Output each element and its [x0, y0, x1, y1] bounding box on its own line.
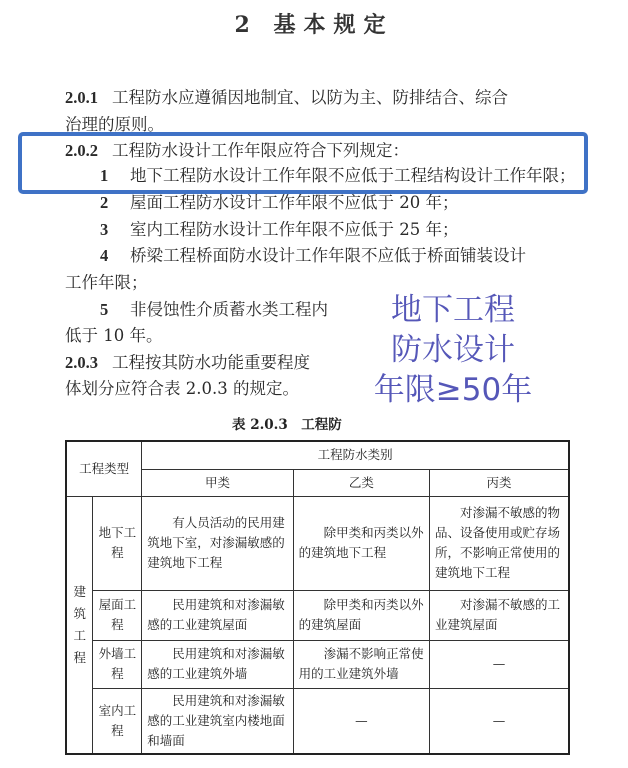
item-5-cont: 低于 10 年。: [65, 326, 163, 345]
section-title: 2 基本规定: [234, 12, 394, 38]
cell-a: 民用建筑和对渗漏敏感的工业建筑外墙: [142, 640, 293, 688]
item-5: 5 非侵蚀性介质蓄水类工程内: [100, 300, 328, 319]
group-label: 建筑工程: [66, 496, 93, 754]
cell-b: 除甲类和丙类以外的建筑屋面: [293, 590, 429, 640]
overlay-line-3: 年限≥50年: [373, 372, 533, 408]
waterproof-category-table: [65, 440, 570, 755]
header-category: 工程防水类别: [142, 441, 569, 469]
cell-c: 对渗漏不敏感的物品、设备使用或贮存场所，不影响正常使用的建筑地下工程: [430, 496, 569, 590]
row-name: 地下工程: [93, 496, 142, 590]
header-class-a: 甲类: [142, 469, 293, 496]
cell-c: —: [430, 640, 569, 688]
cell-a: 有人员活动的民用建筑地下室，对渗漏敏感的建筑地下工程: [142, 496, 293, 590]
cell-a: 民用建筑和对渗漏敏感的工业建筑室内楼地面和墙面: [142, 688, 293, 754]
cell-b: 除甲类和丙类以外的建筑地下工程: [293, 496, 429, 590]
header-class-c: 丙类: [430, 469, 569, 496]
cell-c: 对渗漏不敏感的工业建筑屋面: [430, 590, 569, 640]
clause-2-0-2: 2.0.2 工程防水设计工作年限应符合下列规定：: [65, 141, 409, 160]
cell-b: 渗漏不影响正常使用的工业建筑外墙: [293, 640, 429, 688]
overlay-line-2: 防水设计: [391, 332, 515, 368]
item-2: 2 屋面工程防水设计工作年限不应低于 20 年；: [100, 193, 459, 212]
item-1: 1 地下工程防水设计工作年限不应低于工程结构设计工作年限；: [100, 166, 576, 185]
item-4: 4 桥梁工程桥面防水设计工作年限不应低于桥面铺装设计: [100, 246, 526, 265]
clause-2-0-1-cont: 治理的原则。: [65, 115, 164, 134]
cell-c: —: [430, 688, 569, 754]
item-3: 3 室内工程防水设计工作年限不应低于 25 年；: [100, 220, 459, 239]
row-name: 室内工程: [93, 688, 142, 754]
header-type: 工程类型: [66, 441, 142, 496]
highlight-box: [18, 132, 588, 194]
table-row: [66, 590, 569, 640]
cell-a: 民用建筑和对渗漏敏感的工业建筑屋面: [142, 590, 293, 640]
table-row: [66, 688, 569, 754]
row-name: 外墙工程: [93, 640, 142, 688]
table-caption: 表 2.0.3 工程防: [232, 417, 342, 433]
item-4-cont: 工作年限；: [65, 273, 148, 292]
row-name: 屋面工程: [93, 590, 142, 640]
header-class-b: 乙类: [293, 469, 429, 496]
clause-2-0-3-cont: 体划分应符合表 2.0.3 的规定。: [65, 379, 299, 398]
clause-2-0-1: 2.0.1 工程防水应遵循因地制宜、以防为主、防排结合、综合: [65, 88, 508, 107]
annotation-overlay: [368, 290, 538, 410]
table-row: [66, 496, 569, 590]
overlay-line-1: 地下工程: [391, 292, 515, 328]
table-row: [66, 640, 569, 688]
cell-b: —: [293, 688, 429, 754]
clause-2-0-3: 2.0.3 工程按其防水功能重要程度: [65, 353, 310, 372]
